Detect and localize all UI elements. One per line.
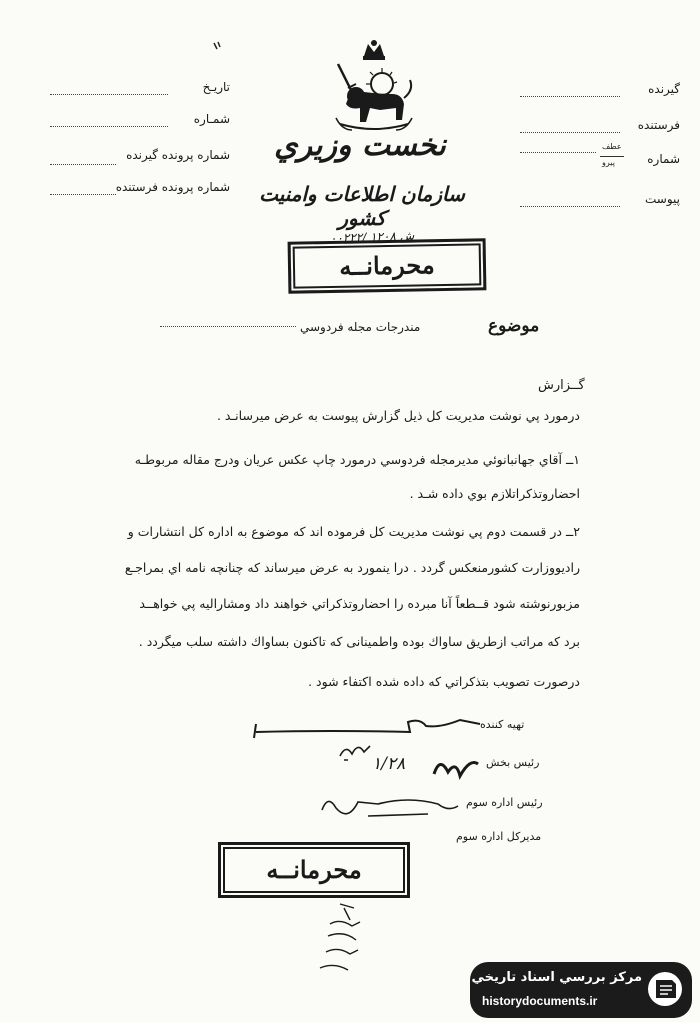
number-right-line	[520, 152, 596, 153]
body-line-4: ٢ــ در قسمت دوم پي نوشت مديريت كل فرموده اند كه موضوع به اداره كل انتشارات و	[127, 524, 580, 539]
report-heading: گــزارش	[538, 378, 585, 393]
number-sub-divider	[600, 156, 624, 157]
prepared-by-label: تهيه كننده	[480, 718, 525, 731]
confidential-stamp-bottom: محرمانــه	[218, 842, 410, 898]
sender-label: فرستنده	[637, 118, 680, 132]
bottom-handwriting	[300, 900, 380, 980]
sender-line	[520, 132, 620, 133]
section-head-label: رئيس بخش	[486, 756, 540, 769]
sender-file-line	[50, 194, 116, 195]
recipient-file-label: شماره پرونده گيرنده	[126, 148, 230, 162]
body-line-8: درصورت تصويب بتذكراتي كه داده شده اكتفاء شود .	[308, 674, 580, 689]
subject-value: مندرجات مجله فردوسي	[300, 320, 421, 334]
sender-file-label: شماره پرونده فرستنده	[115, 180, 230, 194]
number-label: شمـاره	[193, 112, 230, 126]
archive-watermark	[470, 962, 692, 1018]
section-head-signature	[430, 750, 482, 786]
confidential-stamp-top: محرمانــه	[288, 238, 487, 293]
body-line-6: مزبورنوشته شود قــطعاً آنا مبرده را احضاروتذكراتي خواهند داد ومشاراليه پي خواهــد	[139, 596, 580, 611]
subject-line	[160, 326, 296, 327]
number-right-label: شماره	[647, 152, 680, 166]
number-sub-top: عطف	[602, 142, 622, 151]
attachment-line	[520, 206, 620, 207]
ministry-title: نخست وزيري	[274, 128, 446, 163]
watermark-url: historydocuments.ir	[482, 994, 598, 1008]
recipient-label: گيرنده	[648, 82, 680, 96]
date-label: تاريـخ	[202, 80, 230, 94]
body-line-3: احضاروتذكراتلازم بوي داده شـد .	[409, 486, 580, 501]
initials-signature	[336, 738, 376, 764]
recipient-file-line	[50, 164, 116, 165]
watermark-logo-icon	[646, 970, 684, 1008]
body-line-1: درمورد پي نوشت مديريت كل ذيل گزارش پيوست به عرض ميرسانـد .	[216, 408, 580, 423]
body-line-5: راديووزارت كشورمنعكس گردد . درا ينمورد به عرض ميرساند كه چنانچه نامه اي بمراجـع	[124, 560, 580, 575]
watermark-title: مركز بررسي اسناد تاريخي	[471, 970, 642, 985]
organization-title: سازمان اطلاعات وامنيت كشور	[259, 182, 465, 230]
report-body	[60, 408, 580, 718]
director-general-label: مديركل اداره سوم	[456, 830, 542, 843]
recipient-line	[520, 96, 620, 97]
number-line	[50, 126, 168, 127]
header-left-fields	[50, 80, 230, 210]
header-right-fields	[520, 82, 680, 212]
department-head-label: رئيس اداره سوم	[466, 796, 543, 809]
number-sub-bottom: پيرو	[602, 158, 615, 167]
top-mark	[212, 36, 222, 46]
date-line	[50, 94, 168, 95]
handwritten-reference: ش ١٢٠٨ /٠٠٢٢٢	[329, 228, 415, 246]
body-line-2: ١ــ آقاي جهانبانوئي مديرمجله فردوسي درمورد چاپ عكس عريان ودرج مقاله مربوطـه	[134, 452, 580, 467]
department-head-signature	[318, 788, 464, 832]
attachment-label: پيوست	[645, 192, 680, 206]
lion-and-sun-emblem-icon	[330, 38, 418, 134]
handwritten-date: ١/٢٨	[372, 754, 406, 774]
subject-label: موضوع	[488, 316, 540, 336]
body-line-7: برد كه مراتب ازطريق ساواك بوده واطمينانى كه تاكنون بساواك داشته سلب ميگردد .	[138, 634, 580, 649]
